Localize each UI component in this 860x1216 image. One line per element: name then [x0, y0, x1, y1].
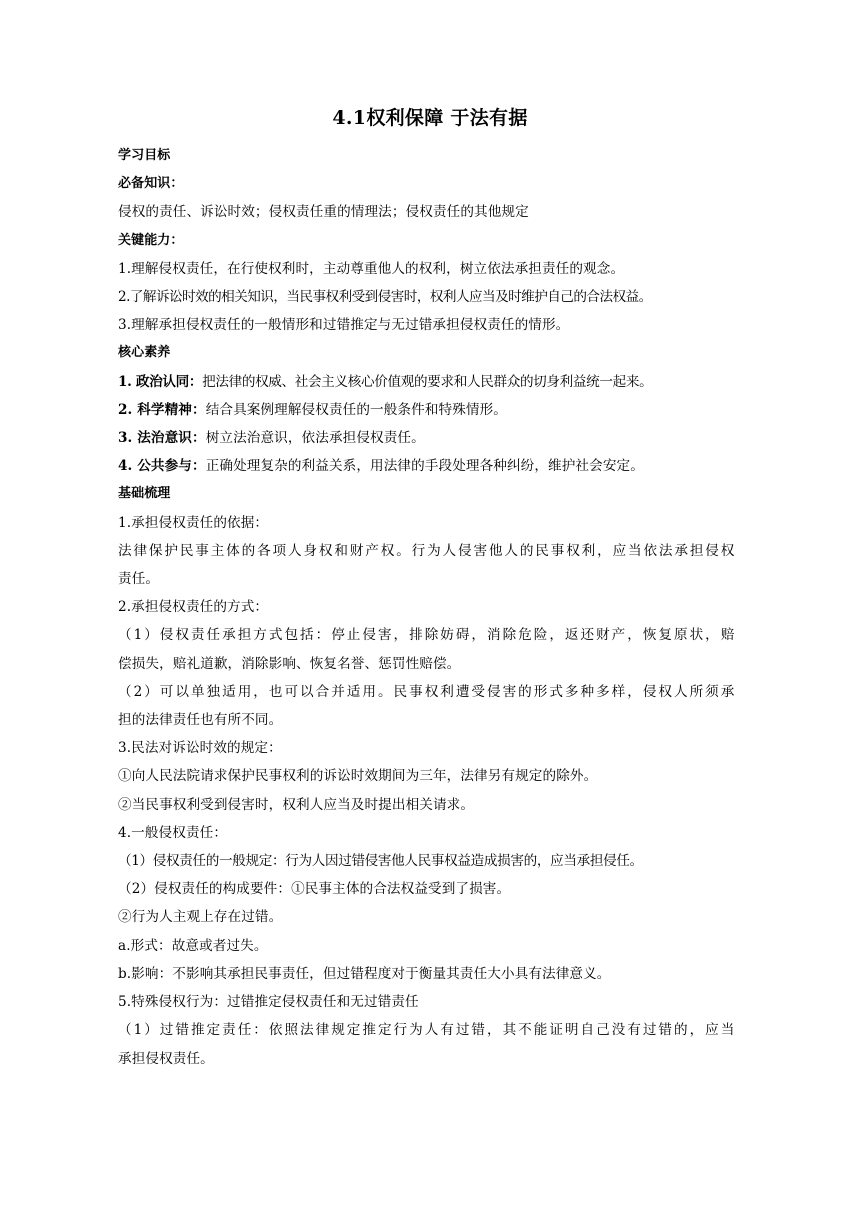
list-item: [118, 368, 734, 396]
paragraph-line: 4.一般侵权责任：: [118, 824, 228, 841]
paragraph-line: 1.承担侵权责任的依据：: [118, 514, 269, 531]
paragraph-line: 承担侵权责任。: [118, 1050, 214, 1067]
list-item: [118, 424, 734, 452]
section-heading-basics: 基础梳理: [118, 486, 171, 502]
list-item: 1.理解侵权责任，在行使权利时，主动尊重他人的权利，树立依法承担责任的观念。: [118, 260, 625, 277]
paragraph-line: ①向人民法院请求保护民事权利的诉讼时效期间为三年，法律另有规定的除外。: [118, 768, 598, 785]
list-item-text: 把法律的权威、社会主义核心价值观的要求和人民群众的切身利益统一起来。: [202, 373, 653, 390]
paragraph-line: 法律保护民事主体的各项人身权和财产权。行为人侵害他人的民事权利，应当依法承担侵权: [118, 542, 734, 559]
paragraph-line: （1）侵权责任承担方式包括：停止侵害，排除妨碍，消除危险，返还财产，恢复原状，赔: [118, 627, 734, 644]
paragraph-line: （2）可以单独适用，也可以合并适用。民事权利遭受侵害的形式多种多样，侵权人所须承: [118, 683, 734, 700]
paragraph-line: （2）侵权责任的构成要件：①民事主体的合法权益受到了损害。: [118, 881, 511, 898]
paragraph-line: 3.民法对诉讼时效的规定：: [118, 740, 282, 757]
document-body: [118, 142, 734, 1073]
paragraph-line: a.形式：故意或者过失。: [118, 937, 268, 954]
list-item: 3.理解承担侵权责任的一般情形和过错推定与无过错承担侵权责任的情形。: [118, 317, 570, 334]
list-item-label: 1. 政治认同：: [118, 373, 203, 390]
list-item-text: 正确处理复杂的利益关系，用法律的手段处理各种纠纷，维护社会安定。: [205, 458, 644, 475]
list-item-label: 3. 法治意识：: [118, 430, 206, 447]
subheading-required-knowledge: 必备知识：: [118, 176, 184, 192]
list-item-label: 2. 科学精神：: [118, 401, 206, 418]
paragraph-line: 侵权的责任、诉讼时效；侵权责任重的情理法；侵权责任的其他规定: [118, 204, 529, 221]
list-item-text: 树立法治意识，依法承担侵权责任。: [205, 430, 425, 447]
paragraph-line: ②行为人主观上存在过错。: [118, 909, 283, 926]
list-item: 2.了解诉讼时效的相关知识，当民事权利受到侵害时，权利人应当及时维护自己的合法权益。: [118, 289, 652, 306]
paragraph-line: 责任。: [118, 571, 160, 588]
document-title: 4.1权利保障 于法有据: [332, 107, 528, 129]
paragraph-line: ②当民事权利受到侵害时，权利人应当及时提出相关请求。: [118, 796, 475, 813]
section-heading-learning-goals: 学习目标: [118, 148, 171, 163]
paragraph-line: （1）侵权责任的一般规定：行为人因过错侵害他人民事权益造成损害的，应当承担侵任。: [118, 853, 643, 870]
list-item: [118, 396, 734, 424]
paragraph-line: 偿损失，赔礼道歉，消除影响、恢复名誉、惩罚性赔偿。: [118, 655, 461, 672]
section-heading-core-literacy: 核心素养: [118, 345, 171, 361]
paragraph-line: 5.特殊侵权行为：过错推定侵权责任和无过错责任: [118, 994, 419, 1011]
paragraph-line: 2.承担侵权责任的方式：: [118, 599, 269, 616]
list-item: [118, 452, 734, 480]
list-item-label: 4. 公共参与：: [118, 458, 206, 475]
paragraph-line: （1）过错推定责任：依照法律规定推定行为人有过错，其不能证明自己没有过错的，应当: [118, 1022, 734, 1039]
paragraph-line: b.影响：不影响其承担民事责任，但过错程度对于衡量其责任大小具有法律意义。: [118, 965, 611, 982]
paragraph-line: 担的法律责任也有所不同。: [118, 712, 283, 729]
subheading-key-abilities: 关键能力：: [118, 232, 184, 248]
list-item-text: 结合具案例理解侵权责任的一般条件和特殊情形。: [205, 401, 507, 418]
